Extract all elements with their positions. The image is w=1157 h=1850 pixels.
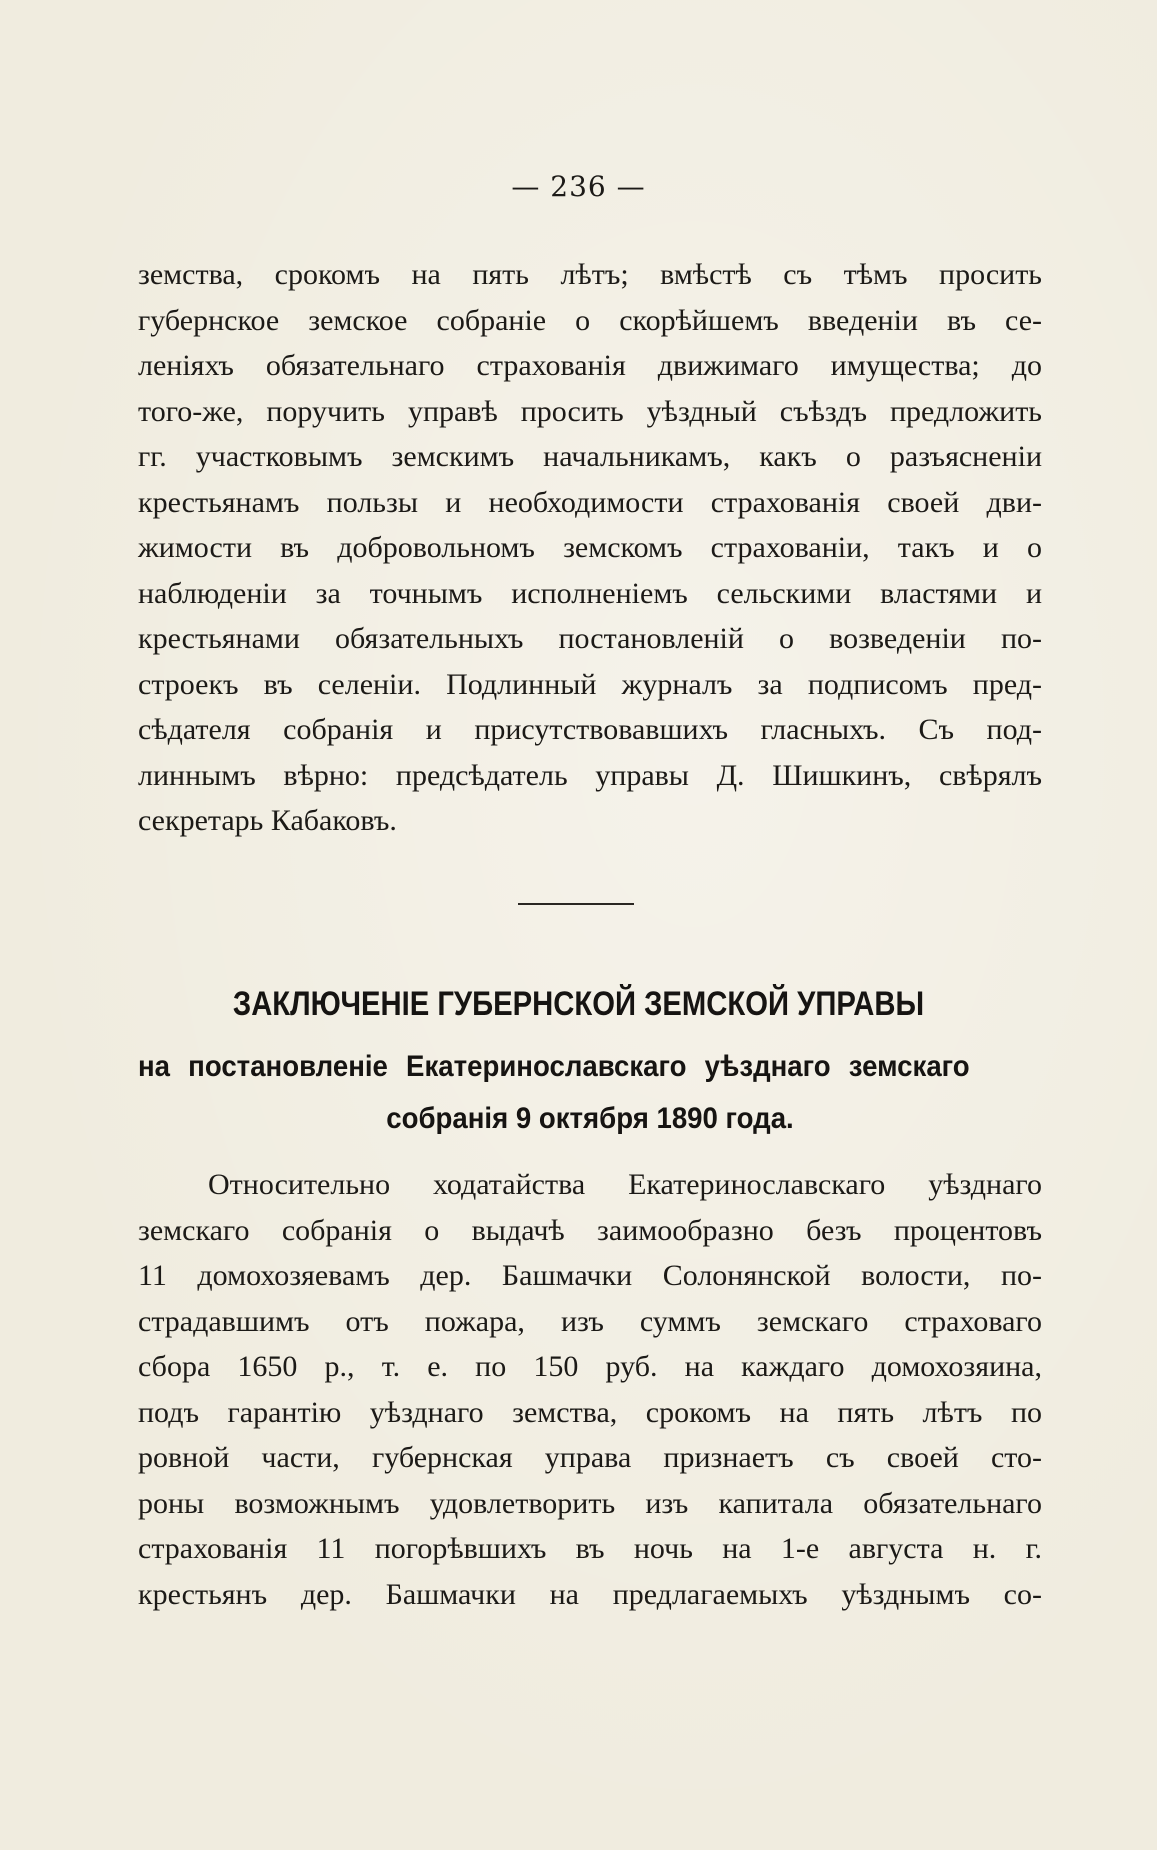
text-line: страхованія 11 погорѣвшихъ въ ночь на 1-е августа н. г. bbox=[138, 1532, 1042, 1565]
text-line: наблюденіи за точнымъ исполненіемъ сельскими властями и bbox=[138, 576, 1042, 610]
text-line: губернское земское собраніе о скорѣйшемъ введеніи въ се- bbox=[138, 303, 1042, 337]
text-line: крестьянъ дер. Башмачки на предлагаемыхъ уѣзднымъ со- bbox=[138, 1577, 1042, 1611]
text-line: 11 домохозяевамъ дер. Башмачки Солонянской волости, по- bbox=[138, 1259, 1042, 1292]
text-line: ровной части, губернская управа признаетъ съ своей сто- bbox=[138, 1441, 1042, 1474]
paragraph-continued bbox=[138, 252, 1042, 844]
text-line: секретарь Кабаковъ. bbox=[138, 804, 397, 837]
text-line: жимости въ добровольномъ земскомъ страхованіи, такъ и о bbox=[138, 531, 1042, 564]
text-line: леніяхъ обязательнаго страхованія движимаго имущества; до bbox=[138, 349, 1042, 382]
text-line: того-же, поручить управѣ просить уѣздный съѣздъ предложить bbox=[138, 394, 1042, 428]
text-line: подъ гарантію уѣзднаго земства, срокомъ на пять лѣтъ по bbox=[138, 1395, 1042, 1429]
text-line: земскаго собранія о выдачѣ заимообразно безъ процентовъ bbox=[138, 1213, 1042, 1247]
subheading-line: собранія 9 октября 1890 года. bbox=[386, 1102, 794, 1135]
section-divider bbox=[518, 903, 634, 905]
subheading-line: на постановленіе Екатеринославскаго уѣзднаго земскаго bbox=[138, 1050, 970, 1083]
text-line: строекъ въ селеніи. Подлинный журналъ за подписомъ пред- bbox=[138, 667, 1042, 701]
text-line: сбора 1650 р., т. е. по 150 руб. на каждаго домохозяина, bbox=[138, 1350, 1042, 1383]
text-line: линнымъ вѣрно: предсѣдатель управы Д. Шишкинъ, свѣрялъ bbox=[138, 758, 1042, 792]
section-heading: ЗАКЛЮЧЕНІЕ ГУБЕРНСКОЙ ЗЕМСКОЙ УПРАВЫ bbox=[232, 985, 925, 1023]
text-line: земства, срокомъ на пять лѣтъ; вмѣстѣ съ тѣмъ просить bbox=[138, 258, 1042, 291]
paragraph-body bbox=[138, 1162, 1042, 1617]
text-line: Относительно ходатайства Екатеринославскаго уѣзднаго bbox=[208, 1168, 1042, 1201]
text-line: сѣдателя собранія и присутствовавшихъ гласныхъ. Съ под- bbox=[138, 713, 1042, 746]
text-line: роны возможнымъ удовлетворить изъ капитала обязательнаго bbox=[138, 1486, 1042, 1520]
text-line: крестьянамъ пользы и необходимости страхованія своей дви- bbox=[138, 485, 1042, 519]
text-line: крестьянами обязательныхъ постановленій о возведеніи по- bbox=[138, 622, 1042, 655]
page-number: — 236 — bbox=[511, 170, 646, 203]
text-line: гг. участковымъ земскимъ начальникамъ, какъ о разъясненіи bbox=[138, 440, 1042, 473]
text-line: страдавшимъ отъ пожара, изъ суммъ земскаго страховаго bbox=[138, 1304, 1042, 1338]
